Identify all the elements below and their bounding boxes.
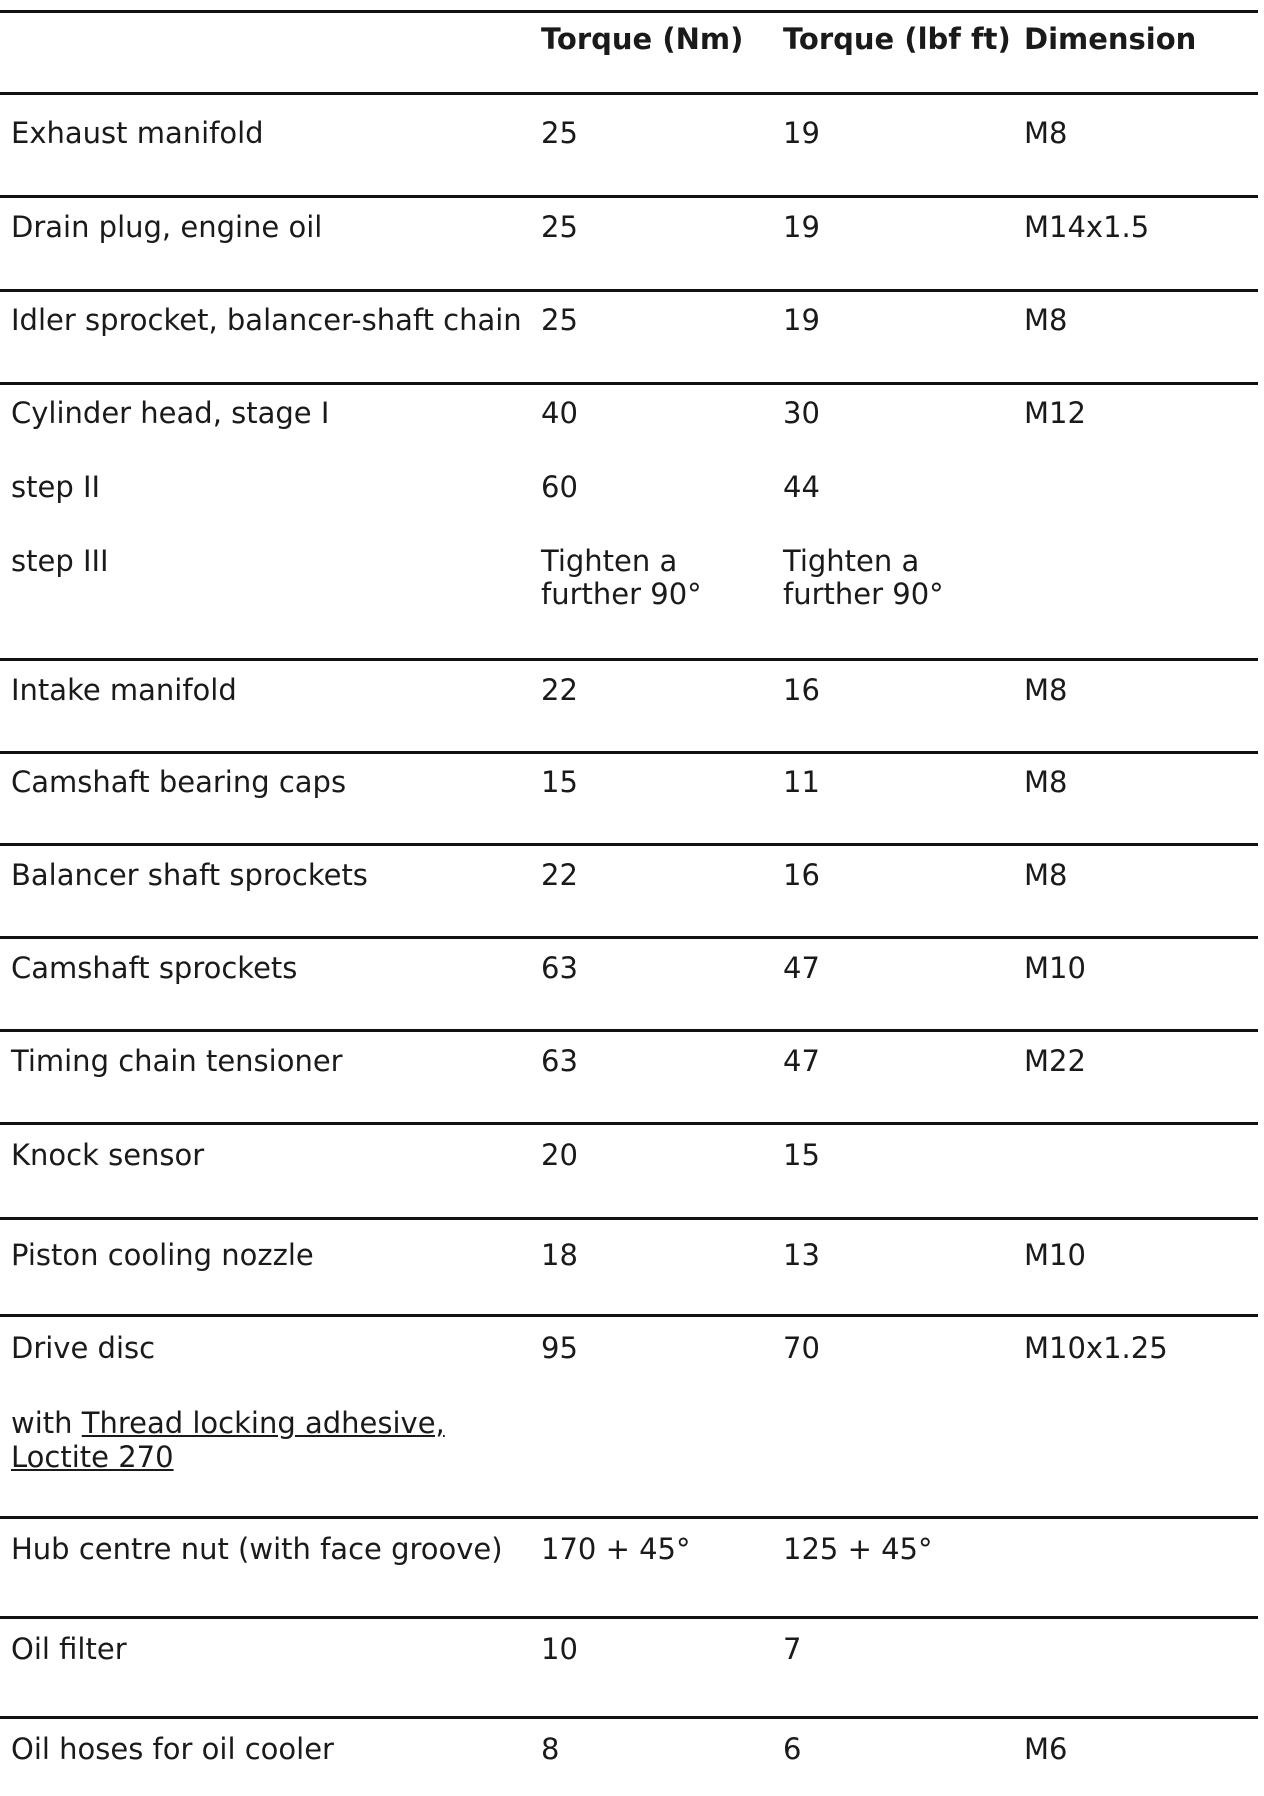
table-rule	[0, 1314, 1258, 1317]
table-rule	[0, 1122, 1258, 1125]
table-rule	[0, 10, 1258, 13]
torque-nm-cell: 18	[541, 1238, 578, 1272]
torque-lbf-cell: 47	[783, 1044, 820, 1078]
torque-nm-cell: 20	[541, 1138, 578, 1172]
torque-nm-cell: 60	[541, 470, 578, 504]
dimension-cell: M12	[1024, 396, 1086, 430]
dimension-cell: M8	[1024, 765, 1068, 799]
loctite-270-link[interactable]: Loctite 270	[11, 1440, 174, 1474]
dimension-cell: M8	[1024, 303, 1068, 337]
torque-nm-cell: 22	[541, 858, 578, 892]
table-rule	[0, 1029, 1258, 1032]
table-rule	[0, 289, 1258, 292]
component-cell: Oil hoses for oil cooler	[11, 1732, 334, 1766]
torque-lbf-cell: 15	[783, 1138, 820, 1172]
component-cell: Intake manifold	[11, 673, 237, 707]
substep-cell: step II	[11, 470, 101, 504]
torque-lbf-cell: 6	[783, 1732, 802, 1766]
table-rule	[0, 1616, 1258, 1619]
table-rule	[0, 936, 1258, 939]
torque-lbf-cell: 16	[783, 673, 820, 707]
torque-nm-cell: 25	[541, 303, 578, 337]
table-rule	[0, 92, 1258, 95]
table-rule	[0, 1716, 1258, 1719]
component-cell: Camshaft bearing caps	[11, 765, 347, 799]
torque-nm-cell: 25	[541, 116, 578, 150]
component-cell: Piston cooling nozzle	[11, 1238, 314, 1272]
component-cell: Balancer shaft sprockets	[11, 858, 368, 892]
dimension-cell: M14x1.5	[1024, 210, 1150, 244]
torque-nm-cell: 63	[541, 951, 578, 985]
torque-nm-cell-line2: further 90°	[541, 577, 702, 611]
torque-nm-cell: 40	[541, 396, 578, 430]
component-cell: Cylinder head, stage I	[11, 396, 330, 430]
torque-lbf-cell: 13	[783, 1238, 820, 1272]
adhesive-note	[11, 1406, 445, 1440]
dimension-cell: M10x1.25	[1024, 1331, 1168, 1365]
component-cell: Drive disc	[11, 1331, 156, 1365]
torque-nm-cell: 15	[541, 765, 578, 799]
dimension-cell: M10	[1024, 951, 1086, 985]
table-rule	[0, 843, 1258, 846]
table-rule	[0, 195, 1258, 198]
dimension-cell: M8	[1024, 858, 1068, 892]
torque-nm-cell: 8	[541, 1732, 560, 1766]
thread-locking-adhesive-link[interactable]: Thread locking adhesive,	[81, 1406, 445, 1440]
dimension-cell: M6	[1024, 1732, 1068, 1766]
torque-nm-cell: 170 + 45°	[541, 1532, 691, 1566]
component-cell: Exhaust manifold	[11, 116, 264, 150]
torque-lbf-cell: 19	[783, 303, 820, 337]
torque-lbf-cell: 19	[783, 116, 820, 150]
table-rule	[0, 382, 1258, 385]
dimension-cell: M8	[1024, 116, 1068, 150]
torque-lbf-cell: 47	[783, 951, 820, 985]
component-cell: Oil filter	[11, 1632, 127, 1666]
dimension-cell: M22	[1024, 1044, 1086, 1078]
torque-lbf-cell: 7	[783, 1632, 802, 1666]
torque-nm-cell: Tighten a	[541, 544, 678, 578]
torque-lbf-cell: 19	[783, 210, 820, 244]
table-rule	[0, 658, 1258, 661]
dimension-cell: M8	[1024, 673, 1068, 707]
component-cell: Hub centre nut (with face groove)	[11, 1532, 503, 1566]
torque-lbf-cell: Tighten a	[783, 544, 920, 578]
table-rule	[0, 1217, 1258, 1220]
adhesive-note-prefix: with	[11, 1406, 82, 1440]
torque-lbf-cell-line2: further 90°	[783, 577, 944, 611]
torque-lbf-cell: 44	[783, 470, 820, 504]
component-cell: Knock sensor	[11, 1138, 205, 1172]
component-cell: Idler sprocket, balancer-shaft chain	[11, 303, 522, 337]
torque-lbf-cell: 30	[783, 396, 820, 430]
torque-nm-cell: 22	[541, 673, 578, 707]
torque-nm-cell: 25	[541, 210, 578, 244]
table-rule	[0, 1516, 1258, 1519]
torque-nm-cell: 10	[541, 1632, 578, 1666]
torque-lbf-cell: 70	[783, 1331, 820, 1365]
header-torque-lbf: Torque (lbf ft)	[783, 22, 1011, 56]
torque-lbf-cell: 16	[783, 858, 820, 892]
torque-nm-cell: 63	[541, 1044, 578, 1078]
torque-lbf-cell: 125 + 45°	[783, 1532, 933, 1566]
header-dimension: Dimension	[1024, 22, 1197, 56]
dimension-cell: M10	[1024, 1238, 1086, 1272]
table-rule	[0, 751, 1258, 754]
torque-lbf-cell: 11	[783, 765, 820, 799]
torque-nm-cell: 95	[541, 1331, 578, 1365]
component-cell: Drain plug, engine oil	[11, 210, 323, 244]
component-cell: Camshaft sprockets	[11, 951, 298, 985]
component-cell: Timing chain tensioner	[11, 1044, 343, 1078]
substep-cell: step III	[11, 544, 109, 578]
header-torque-nm: Torque (Nm)	[541, 22, 744, 56]
